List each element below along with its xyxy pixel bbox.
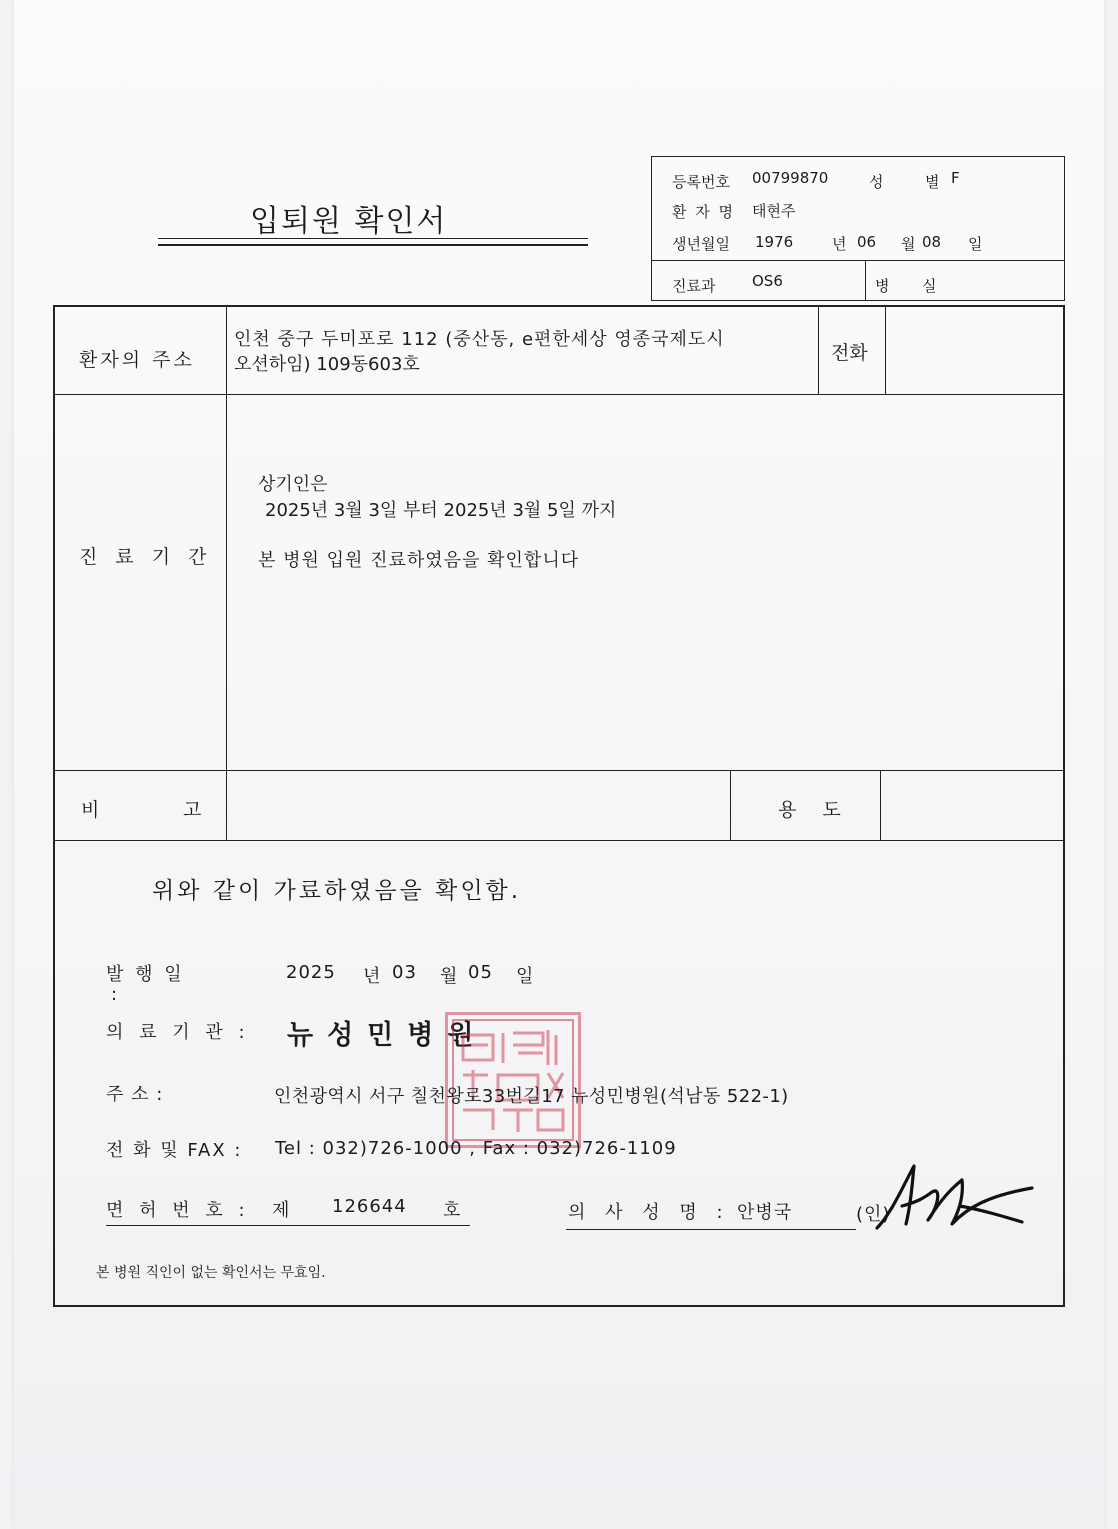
confirm-statement: 위와 같이 가료하였음을 확인함.: [152, 878, 522, 904]
dob-day: 08: [922, 233, 942, 251]
row-divider-remarks: [53, 840, 1065, 841]
info-room-divider: [865, 260, 866, 301]
row-divider-period: [53, 770, 1065, 771]
hospital-name: 뉴성민병원: [287, 1020, 488, 1051]
doctor-name: 안병국: [737, 1202, 793, 1223]
use-label: 용 도: [778, 799, 851, 821]
license-suffix: 호: [443, 1200, 462, 1221]
validity-notice: 본 병원 직인이 없는 확인서는 무효임.: [96, 1265, 326, 1281]
issue-date-label: 발 행 일: [106, 964, 185, 985]
dob-month: 06: [857, 233, 877, 251]
use-value-divider: [880, 770, 881, 840]
remarks-label-a: 비: [81, 799, 106, 821]
period-line-2: 2025년 3월 3일 부터 2025년 3월 5일 까지: [265, 500, 617, 521]
tel-fax-value: Tel : 032)726-1000 , Fax : 032)726-1109: [275, 1138, 677, 1159]
period-line-3: 본 병원 입원 진료하였음을 확인합니다: [258, 550, 580, 571]
title-underline-thick: [158, 244, 588, 246]
address-line-1: 인천 중구 두미포로 112 (중산동, e편한세상 영종국제도시: [234, 329, 725, 350]
dob-year: 1976: [755, 233, 794, 251]
license-underline: [106, 1225, 470, 1226]
remarks-label-b: 고: [183, 799, 208, 821]
license-label: 면 허 번 호 :: [106, 1200, 250, 1221]
reg-no-value: 00799870: [752, 169, 829, 187]
dob-day-unit: 일: [968, 235, 983, 253]
hospital-address: 인천광역시 서구 칠천왕로33번길17 뉴성민병원(석남동 522-1): [274, 1086, 789, 1107]
room-label-2: 실: [922, 277, 937, 295]
row-divider-address: [53, 394, 1065, 395]
room-label: 병: [875, 277, 890, 295]
issue-month-unit: 월: [440, 966, 459, 987]
org-label: 의 료 기 관 :: [106, 1022, 250, 1043]
license-prefix: 제: [272, 1200, 291, 1221]
info-divider: [651, 260, 1065, 261]
patient-name: 태현주: [752, 202, 796, 220]
signature-icon: [872, 1158, 1042, 1238]
doctor-signature: [872, 1158, 1042, 1242]
doctor-label: 의 사 성 명 :: [568, 1202, 730, 1223]
phone-label: 전화: [831, 342, 868, 364]
use-label-divider: [730, 770, 731, 840]
label-column-divider: [226, 305, 227, 840]
period-label: 진 료 기 간: [79, 546, 213, 568]
address-label-footer: 주 소 :: [106, 1084, 164, 1105]
issue-day-unit: 일: [516, 966, 535, 987]
issue-year-unit: 년: [363, 966, 382, 987]
reg-no-label: 등록번호: [672, 173, 730, 191]
address-line-2: 오션하임) 109동603호: [234, 354, 420, 375]
address-label: 환자의 주소: [79, 349, 195, 371]
issue-date-colon: :: [111, 984, 119, 1005]
dept-label: 진료과: [672, 277, 716, 295]
sex-label-2: 별: [925, 173, 940, 191]
name-label: 환 자 명: [672, 203, 736, 221]
document-title: 입퇴원 확인서: [250, 204, 448, 239]
issue-month: 03: [392, 962, 417, 983]
seal-placeholder: (인): [856, 1204, 891, 1225]
dob-year-unit: 년: [832, 235, 847, 253]
sex-label: 성: [869, 173, 884, 191]
phone-label-divider: [818, 305, 819, 394]
dob-label: 생년월일: [672, 235, 730, 253]
license-number: 126644: [332, 1196, 407, 1217]
period-line-1: 상기인은: [258, 474, 328, 495]
doctor-underline: [566, 1229, 856, 1230]
dob-month-unit: 월: [901, 235, 916, 253]
title-underline: [158, 238, 588, 239]
dept-value: OS6: [752, 272, 783, 290]
issue-year: 2025: [286, 962, 336, 983]
sex-value: F: [951, 169, 960, 187]
phone-value-divider: [885, 305, 886, 394]
hospital-seal: [445, 1012, 581, 1148]
issue-day: 05: [468, 962, 493, 983]
tel-fax-label: 전 화 및 FAX :: [106, 1140, 243, 1161]
seal-stamp-icon: [448, 1015, 578, 1145]
